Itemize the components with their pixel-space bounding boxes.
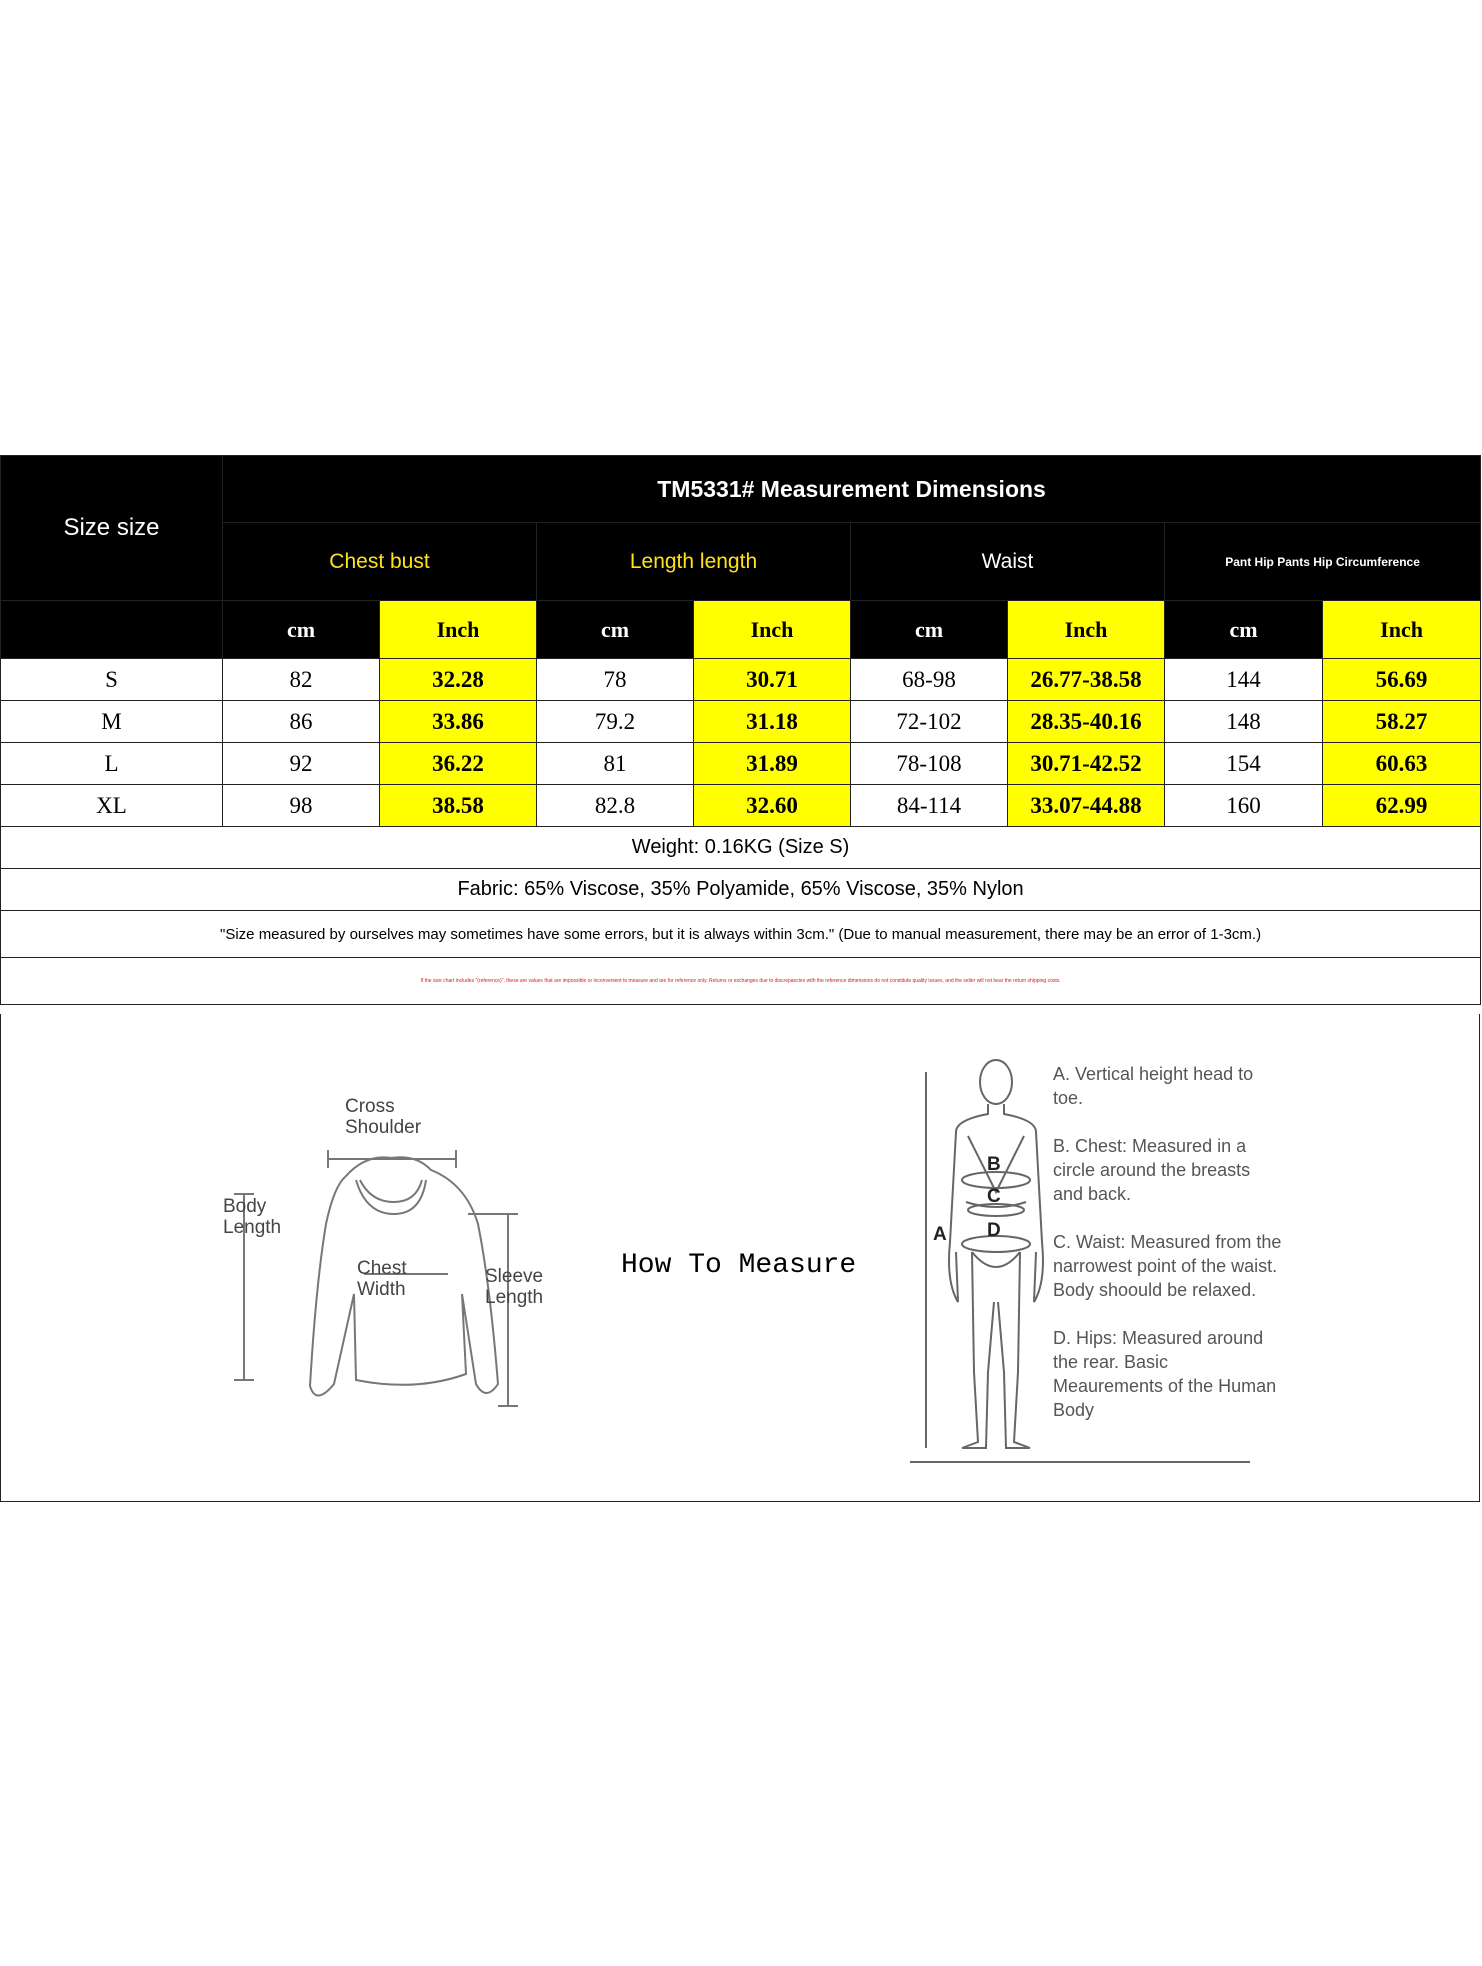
sleeve-length-label bbox=[485, 1266, 543, 1308]
hip-inch-cell: 56.69 bbox=[1323, 659, 1481, 701]
chest-inch-cell: 33.86 bbox=[380, 701, 537, 743]
table-row bbox=[1, 743, 1481, 785]
hip-inch-cell: 58.27 bbox=[1323, 701, 1481, 743]
size-cell: M bbox=[1, 701, 223, 743]
length-cm-cell: 78 bbox=[537, 659, 694, 701]
waist-inch-cell: 30.71-42.52 bbox=[1008, 743, 1165, 785]
unit-inch: Inch bbox=[694, 601, 851, 659]
chest-inch-cell: 38.58 bbox=[380, 785, 537, 827]
group-header-waist: Waist bbox=[851, 523, 1165, 601]
body-letter-c: C bbox=[987, 1186, 1001, 1207]
unit-cm: cm bbox=[537, 601, 694, 659]
length-cm-cell: 82.8 bbox=[537, 785, 694, 827]
hip-cm-cell: 148 bbox=[1165, 701, 1323, 743]
group-header-chest: Chest bust bbox=[223, 523, 537, 601]
length-inch-cell: 32.60 bbox=[694, 785, 851, 827]
size-column-header: Size size bbox=[1, 456, 223, 601]
length-inch-cell: 31.89 bbox=[694, 743, 851, 785]
body-letter-a: A bbox=[933, 1224, 947, 1245]
size-header-spacer bbox=[1, 601, 223, 659]
length-inch-cell: 31.18 bbox=[694, 701, 851, 743]
unit-cm: cm bbox=[223, 601, 380, 659]
size-cell: L bbox=[1, 743, 223, 785]
table-row bbox=[1, 785, 1481, 827]
chest-inch-cell: 32.28 bbox=[380, 659, 537, 701]
chest-cm-cell: 92 bbox=[223, 743, 380, 785]
length-cm-cell: 81 bbox=[537, 743, 694, 785]
table-title: TM5331# Measurement Dimensions bbox=[223, 456, 1481, 523]
hip-cm-cell: 160 bbox=[1165, 785, 1323, 827]
chest-inch-cell: 36.22 bbox=[380, 743, 537, 785]
chest-width-text: Chest Width bbox=[357, 1258, 407, 1300]
how-to-measure-panel bbox=[0, 1014, 1480, 1502]
step-hips: D. Hips: Measured around the rear. Basic Meaurements of the Human Body bbox=[1053, 1328, 1277, 1420]
size-table bbox=[0, 455, 1481, 1005]
size-cell: S bbox=[1, 659, 223, 701]
chest-width-label bbox=[357, 1258, 407, 1300]
cross-shoulder-text: Cross Shoulder bbox=[345, 1096, 422, 1138]
weight-note: Weight: 0.16KG (Size S) bbox=[1, 827, 1481, 869]
waist-cm-cell: 68-98 bbox=[851, 659, 1008, 701]
body-letter-d: D bbox=[987, 1220, 1001, 1241]
unit-inch: Inch bbox=[380, 601, 537, 659]
step-height: A. Vertical height head to toe. bbox=[1053, 1064, 1254, 1108]
step-waist: C. Waist: Measured from the narrowest point of the waist. Body shoould be relaxed. bbox=[1053, 1232, 1282, 1300]
length-cm-cell: 79.2 bbox=[537, 701, 694, 743]
waist-inch-cell: 26.77-38.58 bbox=[1008, 659, 1165, 701]
cross-shoulder-label bbox=[345, 1096, 421, 1138]
table-row bbox=[1, 701, 1481, 743]
measurement-steps bbox=[1053, 1062, 1283, 1446]
chest-cm-cell: 86 bbox=[223, 701, 380, 743]
hip-cm-cell: 154 bbox=[1165, 743, 1323, 785]
group-header-hip: Pant Hip Pants Hip Circumference bbox=[1165, 523, 1481, 601]
waist-inch-cell: 28.35-40.16 bbox=[1008, 701, 1165, 743]
waist-cm-cell: 84-114 bbox=[851, 785, 1008, 827]
body-length-text: Body Length bbox=[223, 1196, 282, 1238]
group-header-length: Length length bbox=[537, 523, 851, 601]
unit-inch: Inch bbox=[1323, 601, 1481, 659]
step-chest: B. Chest: Measured in a circle around the breasts and back. bbox=[1053, 1136, 1251, 1204]
waist-cm-cell: 78-108 bbox=[851, 743, 1008, 785]
unit-inch: Inch bbox=[1008, 601, 1165, 659]
waist-inch-cell: 33.07-44.88 bbox=[1008, 785, 1165, 827]
hip-inch-cell: 60.63 bbox=[1323, 743, 1481, 785]
measurement-error-note: "Size measured by ourselves may sometimes have some errors, but it is always within 3cm." (Due to manual measurement, there may be an error of 1-3cm.) bbox=[1, 911, 1481, 958]
hip-inch-cell: 62.99 bbox=[1323, 785, 1481, 827]
hip-cm-cell: 144 bbox=[1165, 659, 1323, 701]
chest-cm-cell: 82 bbox=[223, 659, 380, 701]
table-row bbox=[1, 659, 1481, 701]
how-to-measure-heading: How To Measure bbox=[621, 1250, 857, 1281]
chest-cm-cell: 98 bbox=[223, 785, 380, 827]
sleeve-length-text: Sleeve Length bbox=[485, 1266, 544, 1308]
body-letter-b: B bbox=[987, 1154, 1001, 1175]
unit-cm: cm bbox=[851, 601, 1008, 659]
unit-cm: cm bbox=[1165, 601, 1323, 659]
reference-disclaimer: If the size chart includes "(reference)", these are values that are impossible or inconvenient to measure and are for reference only. Returns or exchanges due to discrepancies with the reference dimensions do not constitute quality issues, and the seller will not bear the return shipping costs. bbox=[1, 958, 1481, 1005]
waist-cm-cell: 72-102 bbox=[851, 701, 1008, 743]
size-cell: XL bbox=[1, 785, 223, 827]
body-length-label bbox=[223, 1196, 281, 1238]
fabric-note: Fabric: 65% Viscose, 35% Polyamide, 65% Viscose, 35% Nylon bbox=[1, 869, 1481, 911]
length-inch-cell: 30.71 bbox=[694, 659, 851, 701]
